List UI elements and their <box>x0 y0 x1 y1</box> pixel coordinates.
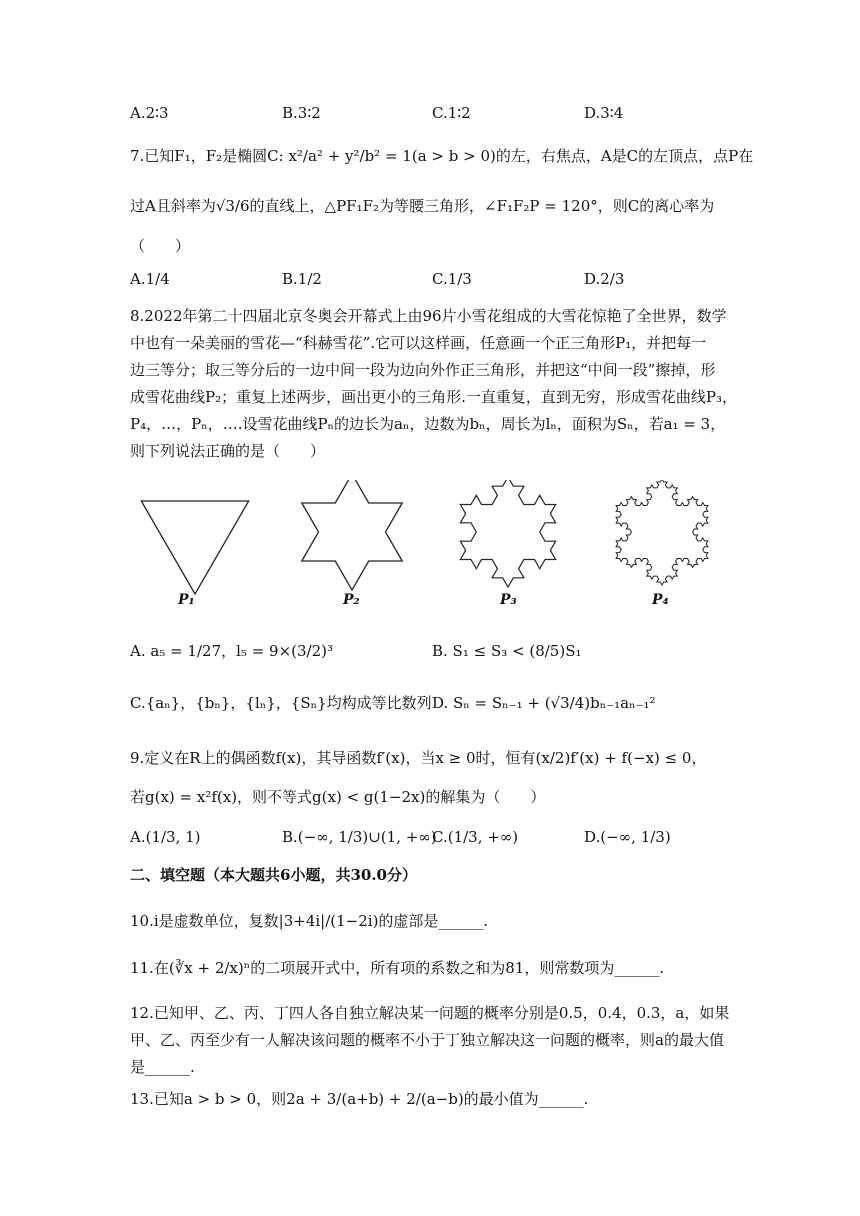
q8-option-c: C.{aₙ}，{bₙ}，{lₙ}，{Sₙ}均构成等比数列 <box>130 694 432 712</box>
figure-label-p3: P₃ <box>500 592 517 608</box>
q12-line2: 甲、乙、丙至少有一人解决该问题的概率不小于丁独立解决这一问题的概率，则a的最大值 <box>130 1031 724 1049</box>
q7-line3: （ ） <box>130 237 191 255</box>
q11-text: 11.在(∛x + 2/x)ⁿ的二项展开式中，所有项的系数之和为81，则常数项为______. <box>130 959 665 977</box>
q7-option-b: B.1/2 <box>282 270 322 288</box>
figure-label-p4: P₄ <box>652 592 669 608</box>
q12-line3: 是______. <box>130 1058 195 1076</box>
q9-option-c: C.(1/3, +∞) <box>432 828 519 846</box>
q7-line2: 过A且斜率为√3/6的直线上，△PF₁F₂为等腰三角形，∠F₁F₂P = 120°，则C的离心率为 <box>130 197 715 215</box>
q8-line4: 成雪花曲线P₂；重复上述两步，画出更小的三角形.一直重复，直到无穷，形成雪花曲线P₃， <box>130 388 737 406</box>
q13-text: 13.已知a > b > 0，则2a + 3/(a+b) + 2/(a−b)的最小值为______. <box>130 1090 589 1108</box>
q8-option-a: A. a₅ = 1/27，l₅ = 9×(3/2)³ <box>130 642 333 660</box>
q6-option-b: B.3∶2 <box>282 104 321 122</box>
q9-option-d: D.(−∞, 1/3) <box>584 828 671 846</box>
snowflake-p4-shape <box>616 480 708 585</box>
q8-line1: 8.2022年第二十四届北京冬奥会开幕式上由96片小雪花组成的大雪花惊艳了全世界，数学 <box>130 307 727 325</box>
koch-snowflake-figures <box>130 480 710 620</box>
q9-line2: 若g(x) = x²f(x)，则不等式g(x) < g(1−2x)的解集为（ ） <box>130 788 546 806</box>
q8-line2: 中也有一朵美丽的雪花—“科赫雪花”.它可以这样画，任意画一个正三角形P₁，并把每一 <box>130 334 707 352</box>
section-heading-fill-in: 二、填空题（本大题共6小题，共30.0分） <box>130 866 417 884</box>
q8-line3: 边三等分；取三等分后的一边中间一段为边向外作正三角形，并把这“中间一段”擦掉，形 <box>130 361 716 379</box>
q7-option-a: A.1/4 <box>130 270 170 288</box>
figure-label-p2: P₂ <box>343 592 360 608</box>
q9-line1: 9.定义在R上的偶函数f(x)，其导函数f′(x)，当x ≥ 0时，恒有(x/2)f′(x) + f(−x) ≤ 0， <box>130 749 707 767</box>
snowflake-p3-shape <box>460 480 555 587</box>
koch-snowflake-svg <box>130 480 710 620</box>
q6-option-a: A.2∶3 <box>130 104 169 122</box>
q8-line5: P₄，…，Pₙ，….设雪花曲线Pₙ的边长为aₙ，边数为bₙ，周长为lₙ，面积为Sₙ，若a₁ = 3， <box>130 415 726 433</box>
q8-option-d: D. Sₙ = Sₙ₋₁ + (√3/4)bₙ₋₁aₙ₋₁² <box>432 694 656 712</box>
q10-text: 10.i是虚数单位，复数|3+4i|/(1−2i)的虚部是______. <box>130 912 489 930</box>
q6-option-c: C.1∶2 <box>432 104 471 122</box>
q12-line1: 12.已知甲、乙、丙、丁四人各自独立解决某一问题的概率分别是0.5，0.4，0.3，a，如果 <box>130 1004 730 1022</box>
q6-option-d: D.3∶4 <box>584 104 624 122</box>
q8-option-b: B. S₁ ≤ S₃ < (8/5)S₁ <box>432 642 582 660</box>
snowflake-p2-shape <box>302 480 402 590</box>
q9-option-b: B.(−∞, 1/3)∪(1, +∞) <box>282 828 437 846</box>
q7-option-d: D.2/3 <box>584 270 625 288</box>
q7-line1: 7.已知F₁，F₂是椭圆C: x²/a² + y²/b² = 1(a > b > 0)的左，右焦点，A是C的左顶点，点P在 <box>130 147 754 165</box>
q8-line6: 则下列说法正确的是（ ） <box>130 442 326 460</box>
figure-label-p1: P₁ <box>178 592 195 608</box>
snowflake-p1-shape <box>141 501 248 594</box>
q7-option-c: C.1/3 <box>432 270 472 288</box>
q9-option-a: A.(1/3, 1) <box>130 828 201 846</box>
